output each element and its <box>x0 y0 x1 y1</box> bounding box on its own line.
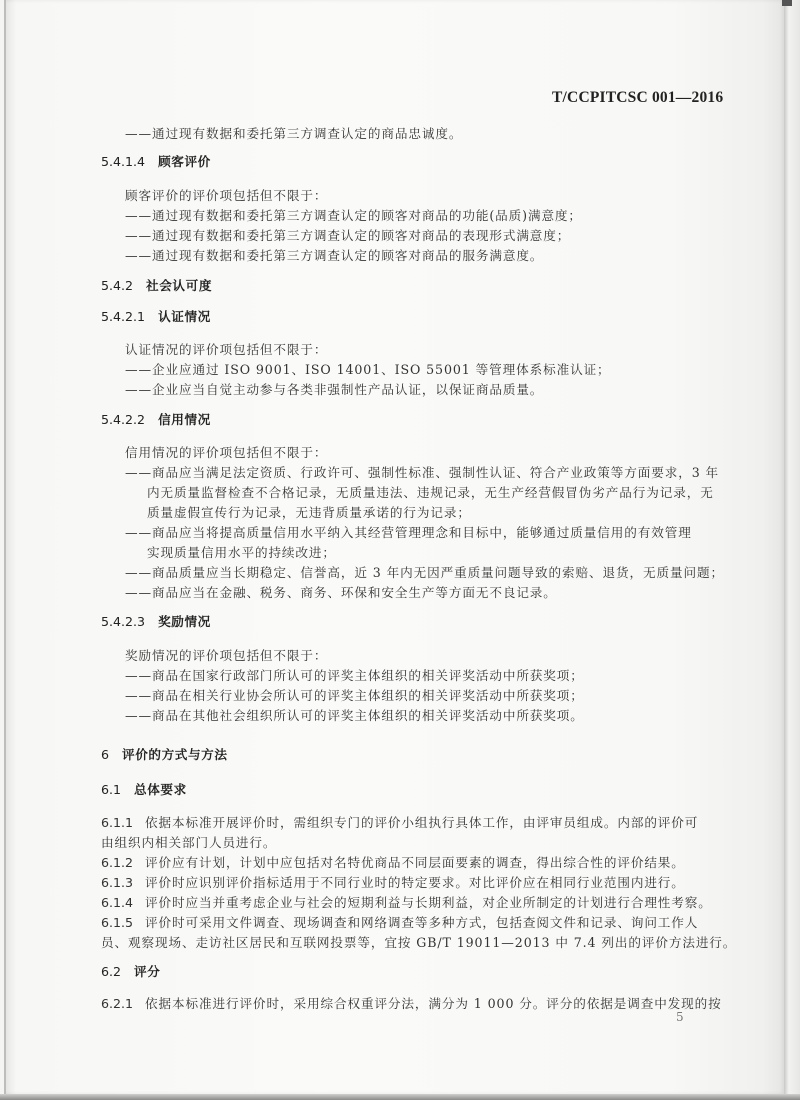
paragraph: 顾客评价的评价项包括但不限于： <box>125 188 328 203</box>
page-edge-bottom <box>0 1094 800 1100</box>
section-heading-5-4-1-4: 5.4.1.4 顾客评价 <box>101 154 211 169</box>
clause-6-1-1: 6.1.1 依据本标准开展评价时，需组织专门的评价小组执行具体工作，由评审员组成。内部的评价可 <box>101 815 699 830</box>
clause-6-2-1: 6.2.1 依据本标准进行评价时，采用综合权重评分法，满分为 1 000 分。评分的依据是调查中发现的按 <box>101 996 722 1011</box>
section-heading-5-4-2-1: 5.4.2.1 认证情况 <box>101 309 211 324</box>
clause-continuation: 由组织内相关部门人员进行。 <box>101 835 277 850</box>
paragraph: 奖励情况的评价项包括但不限于： <box>125 648 328 663</box>
list-item-continuation: 内无质量监督检查不合格记录，无质量违法、违规记录，无生产经营假冒伪劣产品行为记录，无 <box>147 485 714 500</box>
clause-6-1-3: 6.1.3 评价时应识别评价指标适用于不同行业时的特定要求。对比评价应在相同行业范围内进行。 <box>101 875 685 890</box>
list-item: ——通过现有数据和委托第三方调查认定的商品忠诚度。 <box>125 126 463 141</box>
clause-6-1-5: 6.1.5 评价时可采用文件调查、现场调查和网络调查等多种方式，包括查阅文件和记录、询问工作人 <box>101 915 699 930</box>
section-heading-5-4-2-3: 5.4.2.3 奖励情况 <box>101 614 211 629</box>
page-number: 5 <box>676 1010 684 1024</box>
paragraph: 信用情况的评价项包括但不限于： <box>125 445 328 460</box>
list-item: ——通过现有数据和委托第三方调查认定的顾客对商品的功能(品质)满意度； <box>125 208 582 223</box>
list-item: ——商品在相关行业协会所认可的评奖主体组织的相关评奖活动中所获奖项； <box>125 688 584 703</box>
clause-continuation: 员、观察现场、走访社区居民和互联网投票等，宜按 GB/T 19011—2013 中 7.4 列出的评价方法进行。 <box>101 935 737 950</box>
list-item-continuation: 质量虚假宣传行为记录，无违背质量承诺的行为记录； <box>147 505 471 520</box>
section-heading-5-4-2-2: 5.4.2.2 信用情况 <box>101 412 211 427</box>
list-item: ——商品在国家行政部门所认可的评奖主体组织的相关评奖活动中所获奖项； <box>125 668 584 683</box>
page-edge-right <box>784 0 800 1100</box>
list-item: ——通过现有数据和委托第三方调查认定的顾客对商品的服务满意度。 <box>125 248 544 263</box>
list-item: ——商品应当在金融、税务、商务、环保和安全生产等方面无不良记录。 <box>125 585 557 600</box>
section-heading-6-1: 6.1 总体要求 <box>101 782 187 797</box>
section-heading-6: 6 评价的方式与方法 <box>101 747 228 762</box>
page-corner-shadow <box>782 0 792 6</box>
list-item: ——企业应通过 ISO 9001、ISO 14001、ISO 55001 等管理体系标准认证； <box>125 362 611 377</box>
section-heading-6-2: 6.2 评分 <box>101 964 161 979</box>
list-item-continuation: 实现质量信用水平的持续改进； <box>147 545 336 560</box>
list-item: ——商品应当满足法定资质、行政许可、强制性标准、强制性认证、符合产业政策等方面要求，3 年 <box>125 465 720 480</box>
section-heading-5-4-2: 5.4.2 社会认可度 <box>101 278 213 293</box>
standard-code: T/CCPITCSC 001—2016 <box>552 89 724 106</box>
list-item: ——商品在其他社会组织所认可的评奖主体组织的相关评奖活动中所获奖项。 <box>125 708 584 723</box>
list-item: ——通过现有数据和委托第三方调查认定的顾客对商品的表现形式满意度； <box>125 228 571 243</box>
list-item: ——企业应当自觉主动参与各类非强制性产品认证，以保证商品质量。 <box>125 382 544 397</box>
paragraph: 认证情况的评价项包括但不限于： <box>125 342 328 357</box>
list-item: ——商品质量应当长期稳定、信誉高，近 3 年内无因严重质量问题导致的索赔、退货，无质量问题； <box>125 565 724 580</box>
clause-6-1-4: 6.1.4 评价时应当并重考虑企业与社会的短期利益与长期利益，对企业所制定的计划进行合理性考察。 <box>101 895 712 910</box>
clause-6-1-2: 6.1.2 评价应有计划，计划中应包括对名特优商品不同层面要素的调查，得出综合性的评价结果。 <box>101 855 685 870</box>
list-item: ——商品应当将提高质量信用水平纳入其经营管理理念和目标中，能够通过质量信用的有效管理 <box>125 525 692 540</box>
